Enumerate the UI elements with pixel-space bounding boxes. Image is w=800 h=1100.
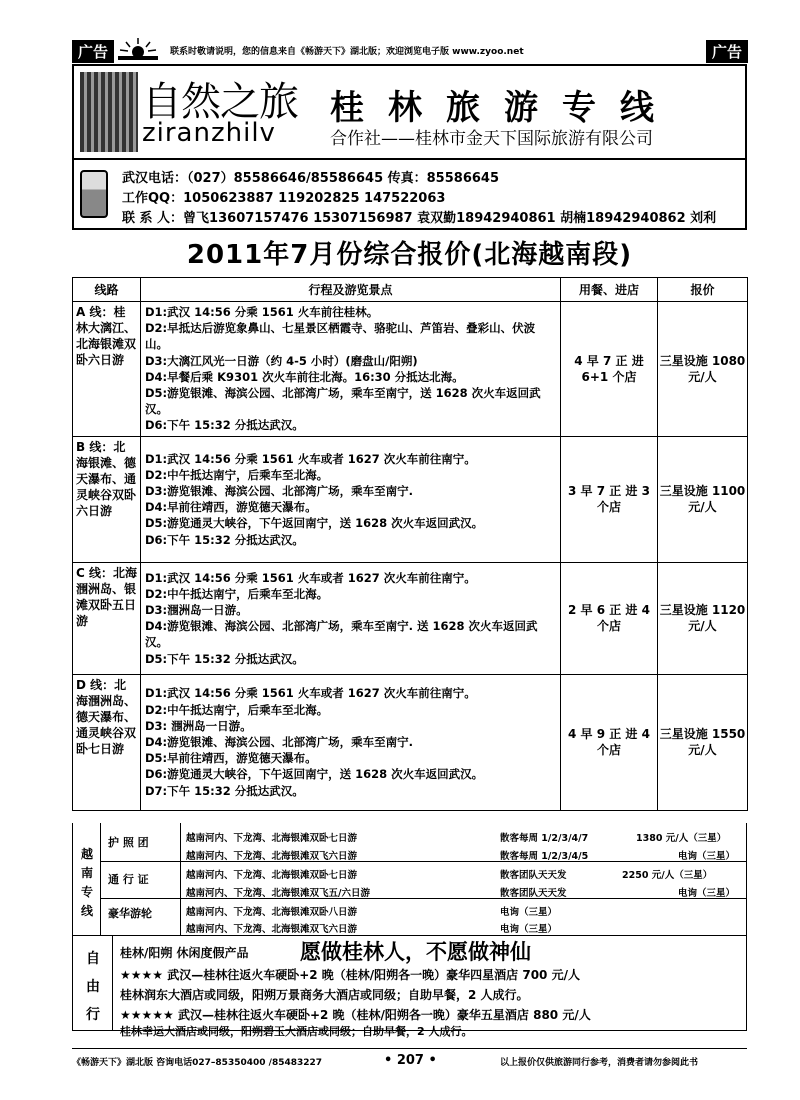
contact-phone: 武汉电话：（027）85586646/85586645 传真：85586645 [122,171,500,186]
free-slogan: 愿做桂林人，不愿做神仙 [300,940,531,964]
day-item: D7:下午 15:32 分抵达武汉。 [145,783,304,798]
day-item: D4:早前往靖西，游览德天瀑布。 [145,500,317,515]
vn-price: 电询（三星） [678,888,736,899]
ad-label-left: 广告 [72,40,114,63]
vn-depart: 电询（三星） [500,907,558,918]
route-price: 三星设施 1120 元/人 [658,562,748,674]
route-days [141,674,561,810]
page-title: 2011年7月份综合报价(北海越南段) [186,240,633,270]
day-item: D6:下午 15:32 分抵达武汉。 [145,532,304,547]
route-meals: 4 早 9 正 进 4 个店 [561,674,658,810]
vn-price: 电询（三星） [678,851,736,862]
vn-price: 2250 元/人（三星） [622,870,713,881]
route-price: 三星设施 1080 元/人 [658,302,748,437]
route-meals: 3 早 7 正 进 3 个店 [561,436,658,562]
group-type: 护 照 团 [108,836,149,849]
route-meals: 4 早 7 正 进 6+1 个店 [561,302,658,437]
logo-chinese: 自然之旅 [142,79,298,125]
day-item: D6:游览通灵大峡谷，下午返回南宁，送 1628 次火车返回武汉。 [145,767,484,782]
group-type: 豪华游轮 [108,907,152,920]
free-line: 桂林幸运大酒店或同级，阳朔碧玉大酒店或同级；自助早餐，2 人成行。 [120,1025,473,1038]
vn-depart: 电询（三星） [500,924,558,935]
logo-pinyin: ziranzhilv [142,118,276,148]
day-item: D3:游览银滩、海滨公园、北部湾广场，乘车至南宁. [145,483,414,498]
header-meals: 用餐、进店 [561,278,658,302]
page-number: • 207 • [384,1053,437,1068]
route-days [141,562,561,674]
day-item: D3:涠洲岛一日游。 [145,602,248,617]
day-item: D2:中午抵达南宁，后乘车至北海。 [145,467,329,482]
vn-route: 越南河内、下龙湾、北海银滩双卧八日游 [186,907,358,918]
divider [180,823,181,936]
vn-price: 1380 元/人（三星） [636,833,727,844]
logo-mark-icon [80,72,138,152]
day-item: D6:下午 15:32 分抵达武汉。 [145,418,304,433]
footer-right: 以上报价仅供旅游同行参考，消费者请勿参阅此书 [500,1058,699,1068]
vn-route: 越南河内、下龙湾、北海银滩双卧七日游 [186,833,358,844]
divider [112,936,113,1031]
contact-persons: 联 系 人：曾飞13607157476 15307156987 袁双勤18942940861 胡楠18942940862 刘利 [122,211,717,226]
day-item: D3:大漓江风光一日游（约 4-5 小时）(磨盘山/阳朔) [145,353,418,368]
table-row [73,562,748,674]
route-name: B 线：北海银滩、德天瀑布、通灵峡谷双卧六日游 [73,436,141,562]
day-item: D5:游览通灵大峡谷，下午返回南宁，送 1628 次火车返回武汉。 [145,516,484,531]
ad-label-right: 广告 [706,40,748,63]
contact-qq: 工作QQ：1050623887 119202825 147522063 [122,191,446,206]
footer-rule [72,1048,747,1049]
route-price: 三星设施 1100 元/人 [658,436,748,562]
day-item: D5:游览银滩、海滨公园、北部湾广场，乘车至南宁，送 1628 次火车返回武汉。 [145,386,541,417]
routes-table [72,277,748,811]
header-route: 线路 [73,278,141,302]
route-name: C 线：北海涠洲岛、银滩双卧五日游 [73,562,141,674]
vn-route: 越南河内、下龙湾、北海银滩双飞六日游 [186,924,358,935]
route-name: D 线：北海涠洲岛、德天瀑布、通灵峡谷双卧七日游 [73,674,141,810]
day-item: D2:中午抵达南宁，后乘车至北海。 [145,586,329,601]
day-item: D4:游览银滩、海滨公园、北部湾广场，乘车至南宁. [145,735,414,750]
free-line: ★★★★★ 武汉—桂林往返火车硬卧+2 晚（桂林/阳朔各一晚）豪华五星酒店 880 元/人 [120,1008,591,1022]
header-price: 报价 [658,278,748,302]
route-days [141,436,561,562]
vn-depart: 散客每周 1/2/3/4/5 [500,851,589,862]
free-line: 桂林润东大酒店或同级，阳朔万景商务大酒店或同级；自助早餐，2 人成行。 [120,988,529,1002]
route-days [141,302,561,437]
footer-left: 《畅游天下》湖北版 咨询电话027–85350400 /85483227 [72,1058,323,1068]
group-type: 通 行 证 [108,873,149,886]
phone-icon [80,170,108,218]
day-item: D4:游览银滩、海滨公园、北部湾广场，乘车至南宁. 送 1628 次火车返回武汉。 [145,619,538,650]
vn-depart: 散客团队天天发 [500,888,567,899]
day-item: D1:武汉 14:56 分乘 1561 火车或者 1627 次火车前往南宁。 [145,451,476,466]
day-item: D4:早餐后乘 K9301 次火车前往北海。16:30 分抵达北海。 [145,369,464,384]
table-header-row [73,278,748,302]
free-line: ★★★★ 武汉—桂林往返火车硬卧+2 晚（桂林/阳朔各一晚）豪华四星酒店 700 元/人 [120,968,580,982]
vn-route: 越南河内、下龙湾、北海银滩双卧七日游 [186,870,358,881]
brand-partner: 合作社——桂林市金天下国际旅游有限公司 [330,129,653,149]
route-name: A 线：桂林大漓江、北海银滩双卧六日游 [73,302,141,437]
day-item: D5:早前往靖西，游览德天瀑布。 [145,751,317,766]
day-item: D5:下午 15:32 分抵达武汉。 [145,651,304,666]
vietnam-label: 越南专线 [80,847,93,918]
day-item: D1:武汉 14:56 分乘 1561 火车或者 1627 次火车前往南宁。 [145,686,476,701]
day-item: D3: 涠洲岛一日游。 [145,718,252,733]
vn-route: 越南河内、下龙湾、北海银滩双飞六日游 [186,851,358,862]
header-itinerary: 行程及游览景点 [141,278,561,302]
route-price: 三星设施 1550 元/人 [658,674,748,810]
table-row [73,302,748,437]
brand-title: 桂林旅游专线 [330,88,678,128]
vn-depart: 散客团队天天发 [500,870,567,881]
day-item: D1:武汉 14:56 分乘 1561 火车或者 1627 次火车前往南宁。 [145,570,476,585]
day-item: D2:早抵达后游览象鼻山、七星景区栖霞寺、骆驼山、芦笛岩、叠彩山、伏波山。 [145,321,536,352]
free-travel-label: 自由行 [86,951,100,1023]
sun-logo-icon [118,38,158,60]
table-row [73,674,748,810]
contact-notice: 联系时敬请说明，您的信息来自《畅游天下》湖北版；欢迎浏览电子版 www.zyoo.net [170,47,524,57]
vn-route: 越南河内、下龙湾、北海银滩双飞五/六日游 [186,888,370,899]
day-item: D2:中午抵达南宁，后乘车至北海。 [145,702,329,717]
table-row [73,436,748,562]
vn-depart: 散客每周 1/2/3/4/7 [500,833,589,844]
divider [100,823,101,936]
free-intro: 桂林/阳朔 休闲度假产品 [120,946,249,960]
route-meals: 2 早 6 正 进 4 个店 [561,562,658,674]
day-item: D1:武汉 14:56 分乘 1561 火车前往桂林。 [145,305,379,319]
